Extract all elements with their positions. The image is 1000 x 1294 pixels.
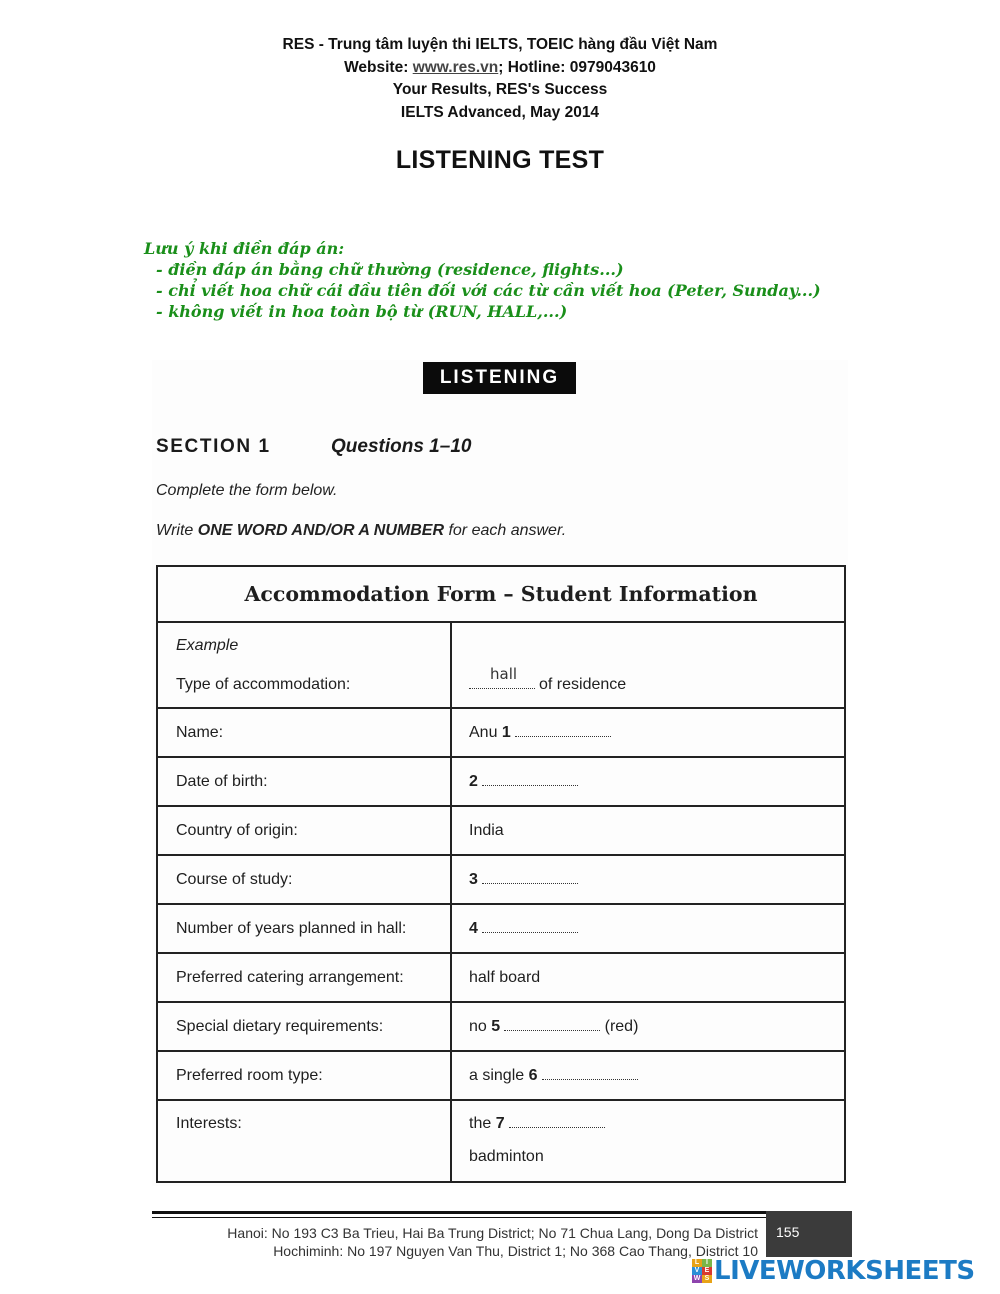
form-row: [158, 1050, 844, 1099]
answer-blank-7[interactable]: [509, 1121, 605, 1128]
row-value: [469, 1018, 638, 1036]
row-value: [469, 665, 627, 694]
row-value-line2: badminton: [469, 1148, 544, 1165]
logo-grid-icon: L I V E W S: [692, 1259, 712, 1283]
value-prefix: Anu: [469, 724, 498, 741]
example-label: Example: [176, 637, 239, 654]
section-questions: Questions 1–10: [331, 436, 472, 457]
page-number: 155: [776, 1224, 800, 1240]
watermark-text: LIVEWORKSHEETS: [714, 1256, 975, 1286]
row-value: [469, 724, 611, 742]
question-number: 1: [501, 724, 511, 741]
value-prefix: a single: [469, 1067, 525, 1084]
form-row: [158, 707, 844, 756]
row-value: [469, 773, 578, 791]
instruction-2-pre: Write: [156, 522, 198, 539]
row-label: Name:: [176, 724, 224, 741]
instruction-2-bold: ONE WORD AND/OR A NUMBER: [197, 522, 444, 539]
handwritten-answer: hall: [490, 665, 518, 683]
answer-blank-4[interactable]: [482, 926, 578, 933]
answer-blank-2[interactable]: [482, 779, 578, 786]
form-row: [158, 805, 844, 854]
website-prefix: Website:: [344, 58, 413, 76]
row-value: half board: [469, 969, 541, 986]
page-title: LISTENING TEST: [395, 146, 605, 174]
row-value: [469, 1115, 605, 1133]
question-number: 6: [528, 1067, 538, 1084]
note-item: - điền đáp án bằng chữ thường (residence, flights...): [156, 260, 624, 279]
form-row: [158, 854, 844, 903]
row-label: Course of study:: [176, 871, 293, 888]
instruction-2: [156, 522, 566, 540]
question-number: 4: [469, 920, 478, 937]
instruction-1: Complete the form below.: [156, 482, 338, 499]
form-row: [158, 1001, 844, 1050]
header-line-3: Your Results, RES's Success: [392, 81, 608, 98]
answer-blank-5[interactable]: [504, 1024, 600, 1031]
footer-address: [152, 1224, 758, 1260]
form-row-example: [158, 623, 844, 707]
footer-divider: [152, 1217, 766, 1218]
row-label: Date of birth:: [176, 773, 268, 790]
value-prefix: the: [469, 1115, 492, 1132]
form-title: Accommodation Form – Student Information: [158, 567, 844, 623]
header-line-2: [0, 57, 1000, 80]
question-number: 2: [469, 773, 478, 790]
row-value: [469, 871, 578, 889]
row-label: Country of origin:: [176, 822, 298, 839]
form-row: [158, 903, 844, 952]
footer-divider: [152, 1211, 766, 1214]
answer-note: [144, 238, 821, 322]
row-value: [469, 920, 578, 938]
answer-blank-1[interactable]: [515, 730, 611, 737]
question-number: 7: [495, 1115, 505, 1132]
document-header: [0, 34, 1000, 124]
row-label: Special dietary requirements:: [176, 1018, 384, 1035]
accommodation-form: [156, 565, 846, 1183]
answer-blank: [469, 665, 535, 689]
question-number: 3: [469, 871, 478, 888]
hotline: ; Hotline: 0979043610: [498, 58, 656, 76]
question-number: 5: [491, 1018, 501, 1035]
row-label: Number of years planned in hall:: [176, 920, 407, 937]
page-number-box: [766, 1211, 852, 1257]
footer-line-1: Hanoi: No 193 C3 Ba Trieu, Hai Ba Trung District; No 71 Chua Lang, Dong Da District: [227, 1225, 758, 1241]
website-link[interactable]: www.res.vn: [412, 58, 499, 76]
value-suffix: of residence: [539, 676, 627, 693]
row-value: India: [469, 822, 504, 839]
row-label: Interests:: [176, 1115, 242, 1132]
liveworksheets-logo: [692, 1257, 975, 1285]
note-item: - chỉ viết hoa chữ cái đầu tiên đối với các từ cần viết hoa (Peter, Sunday...): [156, 281, 821, 300]
row-value: [469, 1067, 638, 1085]
header-line-4: IELTS Advanced, May 2014: [400, 103, 600, 121]
row-label: Preferred catering arrangement:: [176, 969, 404, 986]
listening-badge: LISTENING: [423, 362, 576, 394]
row-label: Preferred room type:: [176, 1067, 323, 1084]
form-row: [158, 952, 844, 1001]
answer-blank-6[interactable]: [542, 1073, 638, 1080]
section-label: SECTION 1: [156, 436, 271, 457]
note-item: - không viết in hoa toàn bộ từ (RUN, HALL,...): [156, 302, 568, 321]
value-prefix: no: [469, 1018, 487, 1035]
form-row-interests: [158, 1099, 844, 1183]
answer-blank-3[interactable]: [482, 877, 578, 884]
value-suffix: (red): [604, 1018, 639, 1035]
note-heading: Lưu ý khi điền đáp án:: [144, 239, 345, 258]
form-row: [158, 756, 844, 805]
footer-line-2: Hochiminh: No 197 Nguyen Van Thu, District 1; No 368 Cao Thang, District 10: [273, 1243, 758, 1259]
header-line-1: RES - Trung tâm luyện thi IELTS, TOEIC hàng đầu Việt Nam: [282, 36, 718, 53]
instruction-2-post: for each answer.: [444, 522, 567, 539]
row-label: Type of accommodation:: [176, 676, 351, 693]
